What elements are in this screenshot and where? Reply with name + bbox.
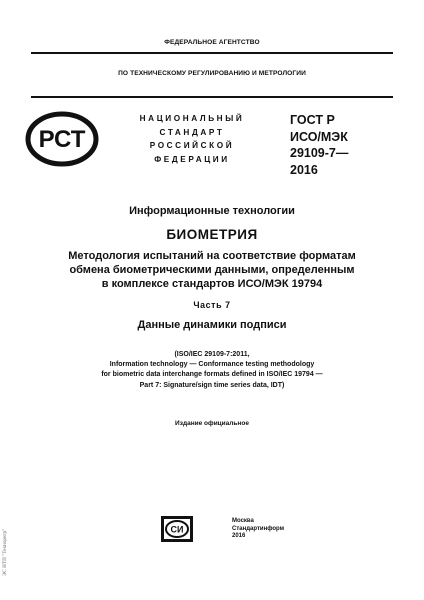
- national-standard-label: [118, 112, 266, 166]
- gost-logo-letters: РСТ: [38, 126, 86, 153]
- designation-line-3: 29109-7—: [290, 146, 349, 160]
- header-rule-bottom: [31, 96, 393, 98]
- standartinform-logo: [161, 516, 193, 542]
- subject-area: Информационные технологии: [129, 205, 295, 217]
- intl-line-1: (ISO/IEC 29109-7:2011,: [174, 351, 250, 358]
- publisher-info: [232, 518, 352, 541]
- subtitle-line-3: в комплексе стандартов ИСО/МЭК 19794: [101, 278, 323, 290]
- subtitle-line-1: Методология испытаний на соответствие форматам: [68, 250, 356, 262]
- national-line-3: РОССИЙСКОЙ: [149, 141, 235, 150]
- intl-line-4: Part 7: Signature/sign time series data, IDT): [139, 381, 285, 389]
- part-title: Данные динамики подписи: [137, 319, 287, 331]
- designation-line-1: ГОСТ Р: [290, 113, 335, 127]
- publisher-year: 2016: [232, 533, 246, 540]
- part-label: Часть 7: [193, 300, 231, 310]
- designation-line-4: 2016: [290, 162, 318, 177]
- gost-r-logo: [24, 110, 100, 168]
- national-line-1: НАЦИОНАЛЬНЫЙ: [139, 114, 245, 123]
- designation-line-2: ИСО/МЭК: [290, 129, 348, 144]
- intl-line-3: for biometric data interchange formats defined in ISO/IEC 19794 —: [101, 371, 323, 379]
- publisher-logo-letters: СИ: [170, 524, 184, 535]
- side-watermark-note: ЭС НТП "Технорегр": [2, 528, 8, 576]
- publisher-name: Стандартинформ: [232, 525, 285, 532]
- standard-designation: [290, 112, 400, 178]
- agency-line-2: ПО ТЕХНИЧЕСКОМУ РЕГУЛИРОВАНИЮ И МЕТРОЛОГИИ: [118, 70, 306, 77]
- national-line-4: ФЕДЕРАЦИИ: [154, 154, 230, 164]
- main-title: БИОМЕТРИЯ: [166, 227, 258, 242]
- edition-label: Издание официальное: [175, 420, 249, 427]
- subtitle: [0, 249, 424, 291]
- publisher-city: Москва: [232, 518, 254, 524]
- agency-line-1: ФЕДЕРАЛЬНОЕ АГЕНТСТВО: [164, 39, 260, 46]
- international-reference: [0, 350, 424, 391]
- header-rule-top: [31, 52, 393, 54]
- intl-line-2: Information technology — Conformance testing methodology: [109, 361, 315, 369]
- national-line-2: СТАНДАРТ: [159, 127, 225, 137]
- subtitle-line-2: обмена биометрическими данными, определенным: [69, 264, 355, 276]
